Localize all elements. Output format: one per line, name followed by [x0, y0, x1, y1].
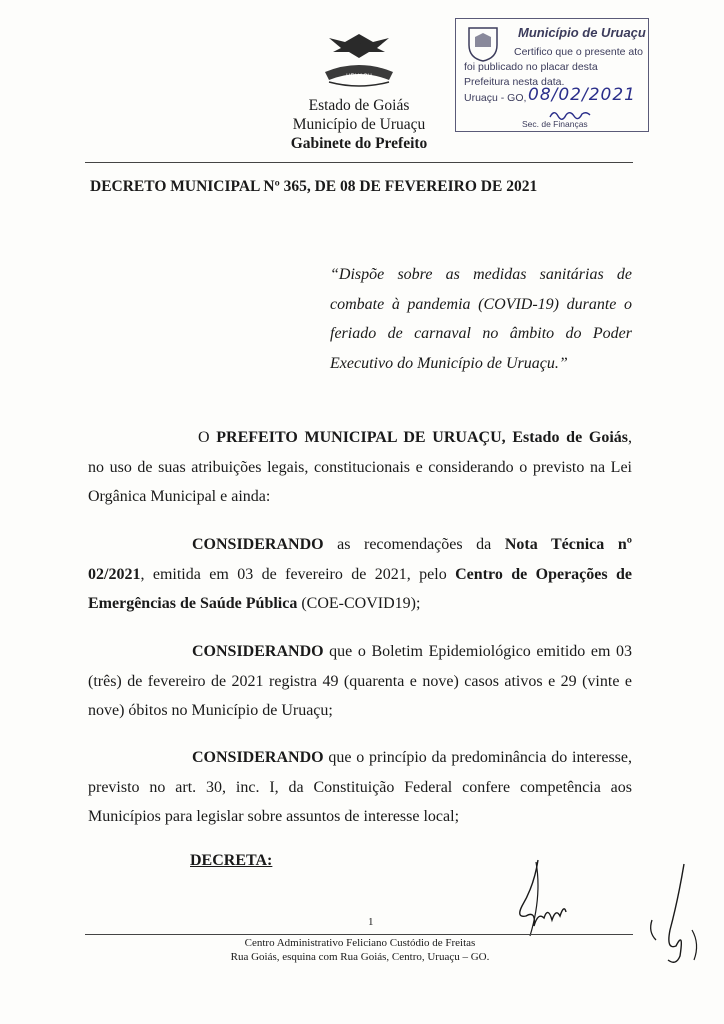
considering-lead: CONSIDERANDO — [192, 536, 324, 553]
preamble-authority: PREFEITO MUNICIPAL DE URUAÇU, Estado de Goiás — [216, 429, 628, 446]
considering-paragraph-3 — [88, 743, 632, 832]
decreta-heading: DECRETA: — [190, 852, 273, 869]
handwritten-signature — [508, 856, 572, 942]
considering-1-text-c: (COE-COVID19); — [297, 595, 421, 612]
considering-1-text-a: as recomendações da — [323, 536, 505, 553]
considering-3-text: que o princípio da predominância do interesse, previsto no art. 30, inc. I, da Constituição Federal confere competência aos Municípios para legislar sobre assuntos de interesse local; — [88, 749, 632, 825]
considering-1-text-b: , emitida em 03 de fevereiro de 2021, pelo — [140, 565, 456, 583]
handwritten-initials — [640, 860, 710, 970]
footer-divider — [85, 934, 633, 935]
stamp-place: Uruaçu - GO, — [464, 92, 527, 104]
municipal-crest-logo — [315, 28, 403, 92]
stamp-line-3: Prefeitura nesta data. — [464, 76, 565, 88]
crest-text: URUAÇU — [346, 74, 372, 80]
header-divider — [85, 162, 633, 163]
page-number: 1 — [368, 916, 374, 928]
office-name: Gabinete do Prefeito — [290, 135, 428, 152]
coe-name: Centro de Operações de Emergências de Saúde Pública — [88, 565, 633, 612]
stamp-handwritten-date: 08/02/2021 — [528, 85, 636, 105]
preamble-intro: O — [198, 429, 217, 446]
considering-paragraph-1 — [88, 530, 632, 619]
municipality-name: Município de Uruaçu — [292, 116, 426, 133]
considering-2-text: que o Boletim Epidemiológico emitido em 03 (três) de fevereiro de 2021 registra 49 (quarenta e nove) casos ativos e 29 (vinte e nove) óbitos no Município de Uruaçu; — [88, 643, 632, 719]
preamble-rest: , no uso de suas atribuições legais, constitucionais e considerando o previsto na Lei Orgânica Municipal e ainda: — [88, 429, 632, 505]
stamp-line-1: Certifico que o presente ato — [514, 46, 643, 58]
publication-stamp — [455, 18, 649, 132]
stamp-title: Município de Uruaçu — [518, 25, 646, 40]
stamp-line-2: foi publicado no placar desta — [464, 61, 598, 73]
state-name: Estado de Goiás — [308, 97, 410, 114]
footer-address-line-1: Centro Administrativo Feliciano Custódio de Freitas — [244, 937, 476, 949]
stamp-crest-icon — [466, 25, 500, 63]
considering-lead: CONSIDERANDO — [192, 643, 324, 660]
technical-note-ref: Nota Técnica nº 02/2021 — [88, 536, 632, 583]
considering-paragraph-2 — [88, 637, 632, 726]
preamble-paragraph — [88, 423, 632, 512]
stamp-secretary: Sec. de Finanças — [522, 119, 588, 129]
footer-address-line-2: Rua Goiás, esquina com Rua Goiás, Centro, Uruaçu – GO. — [230, 951, 490, 963]
considering-lead: CONSIDERANDO — [192, 749, 324, 766]
decree-ementa: “Dispõe sobre as medidas sanitárias de combate à pandemia (COVID-19) durante o feriado de carnaval no âmbito do Poder Executivo do Município de Uruaçu.” — [330, 266, 632, 372]
decree-title: DECRETO MUNICIPAL Nº 365, DE 08 DE FEVEREIRO DE 2021 — [90, 178, 538, 195]
